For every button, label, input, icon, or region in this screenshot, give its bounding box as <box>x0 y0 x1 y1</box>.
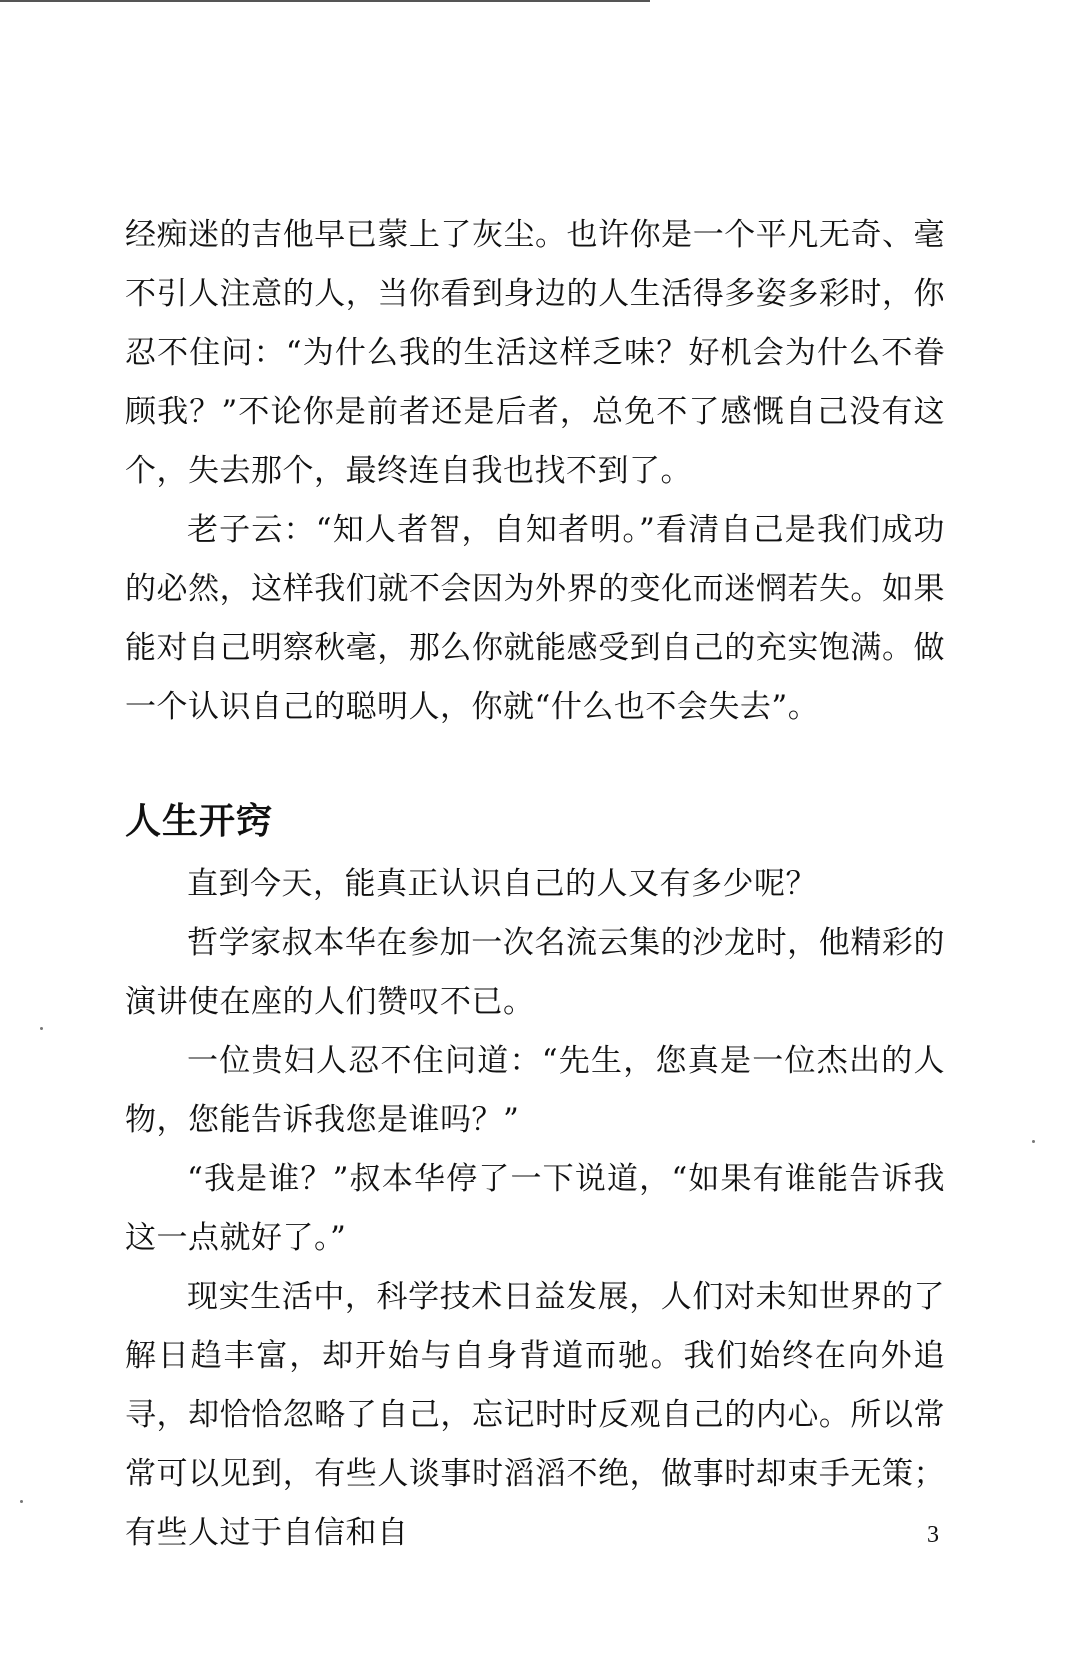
paragraph-continued: 经痴迷的吉他早已蒙上了灰尘。也许你是一个平凡无奇、毫不引人注意的人，当你看到身边的人生活得多姿多彩时，你忍不住问：“为什么我的生活这样乏味？好机会为什么不眷顾我？”不论你是前者还是后者，总免不了感慨自己没有这个，失去那个，最终连自我也找不到了。 <box>125 217 945 489</box>
paragraph-who-am-i: “我是谁？”叔本华停了一下说道，“如果有谁能告诉我这一点就好了。” <box>125 1161 945 1256</box>
page-number: 3 <box>927 1522 939 1548</box>
book-page-body <box>125 206 945 1563</box>
section-title: 人生开窍 <box>125 801 274 842</box>
scan-speck <box>40 1027 43 1030</box>
scan-speck <box>1032 1140 1035 1143</box>
paragraph-question: 直到今天，能真正认识自己的人又有多少呢？ <box>187 866 817 902</box>
top-scan-rule <box>0 0 650 2</box>
scan-speck <box>20 1500 23 1503</box>
paragraph-lady-question: 一位贵妇人忍不住问道：“先生，您真是一位杰出的人物，您能告诉我您是谁吗？” <box>125 1043 945 1138</box>
paragraph-modern-life: 现实生活中，科学技术日益发展，人们对未知世界的了解日趋丰富，却开始与自身背道而驰。我们始终在向外追寻，却恰恰忽略了自己，忘记时时反观自己的内心。所以常常可以见到，有些人谈事时滔滔不绝，做事时却束手无策；有些人过于自信和自 <box>125 1279 945 1551</box>
paragraph-schopenhauer-salon: 哲学家叔本华在参加一次名流云集的沙龙时，他精彩的演讲使在座的人们赞叹不已。 <box>125 925 945 1020</box>
paragraph-laozi-quote: 老子云：“知人者智，自知者明。”看清自己是我们成功的必然，这样我们就不会因为外界的变化而迷惘若失。如果能对自己明察秋毫，那么你就能感受到自己的充实饱满。做一个认识自己的聪明人，你就“什么也不会失去”。 <box>125 512 945 725</box>
